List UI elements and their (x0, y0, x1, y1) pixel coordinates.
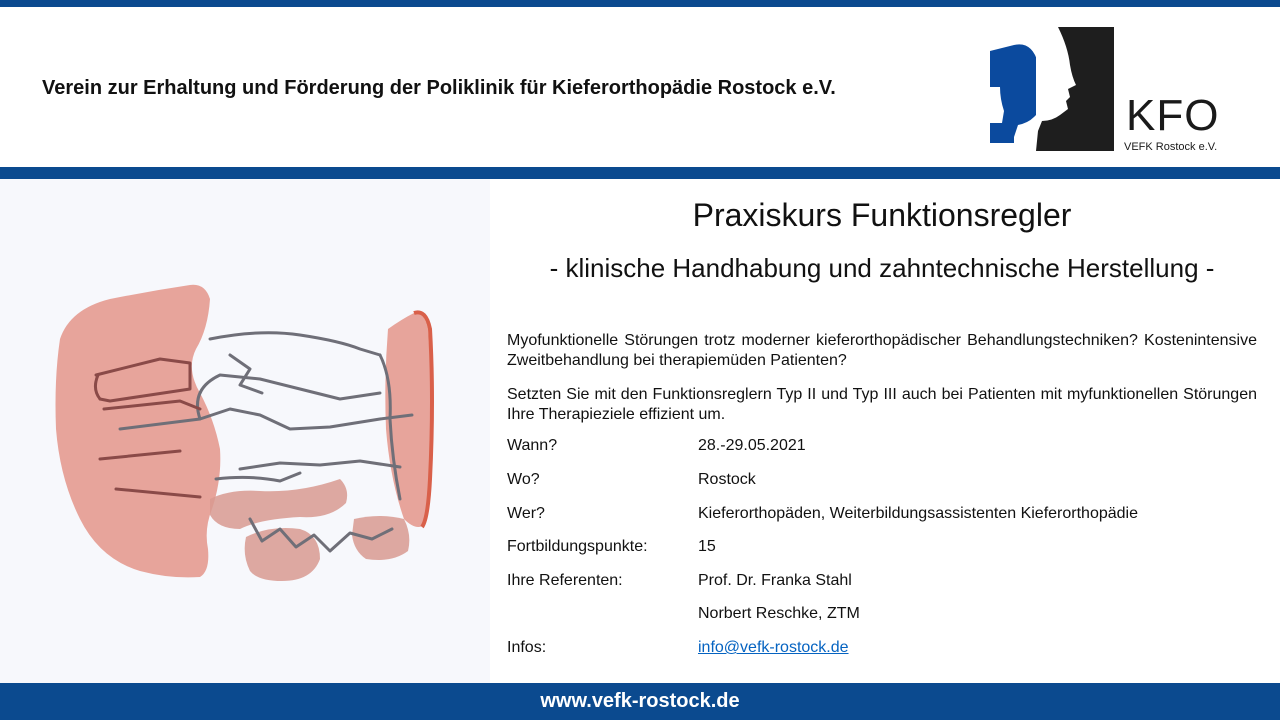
detail-label: Wo? (507, 471, 540, 488)
top-accent-bar (0, 0, 1280, 7)
course-title: Praxiskurs Funktionsregler (692, 197, 1072, 233)
detail-row-info (507, 639, 1257, 661)
detail-value: Rostock (698, 471, 756, 488)
vefk-logo (988, 27, 1228, 161)
detail-value: 28.-29.05.2021 (698, 437, 806, 454)
header (0, 7, 1280, 167)
detail-label: Infos: (507, 639, 547, 656)
detail-value: Norbert Reschke, ZTM (698, 605, 860, 622)
detail-row-speaker-2 (507, 605, 1257, 627)
detail-label: Fortbildungspunkte: (507, 538, 648, 555)
logo-subtext: VEFK Rostock e.V. (1124, 141, 1218, 153)
detail-label: Wer? (507, 505, 545, 522)
info-email-link[interactable]: info@vefk-rostock.de (698, 639, 849, 656)
logo-kfo-text: KFO (1126, 91, 1220, 140)
detail-row-speakers (507, 572, 1257, 594)
intro-paragraph: Myofunktionelle Störungen trotz moderner kieferorthopädischer Behandlungstechniken? Kostenintensive Zweitbehandlung bei therapiemüden Patienten? (507, 332, 1257, 369)
footer-website-link[interactable]: www.vefk-rostock.de (540, 690, 740, 712)
detail-label: Ihre Referenten: (507, 572, 623, 589)
footer-bar (0, 683, 1280, 720)
header-divider-bar (0, 167, 1280, 179)
detail-row-date (507, 437, 1257, 459)
detail-label: Wann? (507, 437, 558, 454)
detail-value: Prof. Dr. Franka Stahl (698, 572, 852, 589)
detail-row-points (507, 538, 1257, 560)
functional-regulator-illustration (0, 179, 490, 683)
appliance-image (0, 179, 490, 683)
detail-row-location (507, 471, 1257, 493)
detail-value: Kieferorthopäden, Weiterbildungsassistenten Kieferorthopädie (698, 505, 1138, 522)
description-paragraph: Setzten Sie mit den Funktionsreglern Typ II und Typ III auch bei Patienten mit myfunktionellen Störungen Ihre Therapieziele effizient um. (507, 386, 1257, 423)
detail-value: 15 (698, 538, 716, 555)
detail-row-audience (507, 505, 1257, 527)
course-subtitle: - klinische Handhabung und zahntechnische Herstellung - (549, 253, 1215, 283)
organization-name: Verein zur Erhaltung und Förderung der Poliklinik für Kieferorthopädie Rostock e.V. (42, 77, 836, 99)
